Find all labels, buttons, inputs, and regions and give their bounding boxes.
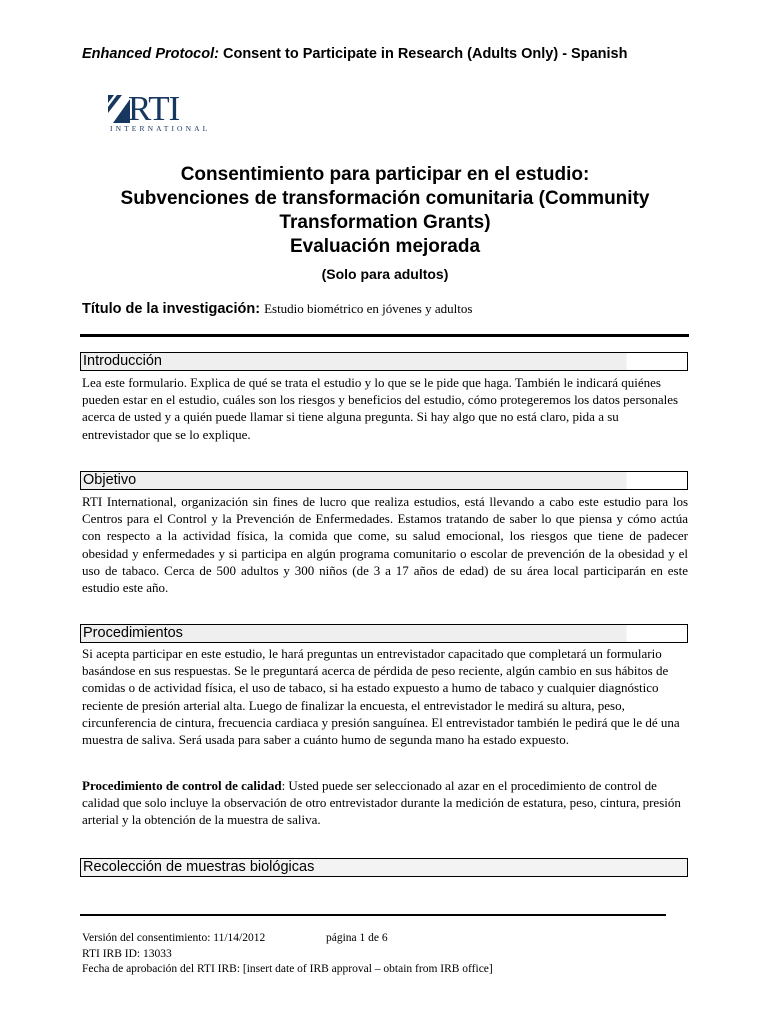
qc-label: Procedimiento de control de calidad (82, 778, 282, 793)
investigation-title (82, 300, 472, 318)
title-line-4: Evaluación mejorada (289, 236, 481, 257)
title-line-3: Transformation Grants) (279, 212, 491, 233)
section-heading-objective (80, 471, 688, 490)
document-header (82, 46, 627, 62)
section-heading-label: Objetivo (83, 472, 137, 488)
section-heading-samples (80, 858, 688, 877)
objective-paragraph: RTI International, organización sin fines de lucro que realiza estudios, está llevando a cabo este estudio para los Centros para el Control y la Prevención de Enfermedades. Estamos tratando de saber lo que piensa y cómo actúa con respecto a la actividad física, la comida que come, su salud emocional, los riesgos que tiene de padecer obesidad y enfermedades y si participa en algún programa comunitario o escolar de prevención de la obesidad y el uso de tabaco. Cerca de 500 adultos y 300 niños (de 3 a 17 años de edad) de su área local participarán en este estudio este año. (82, 494, 688, 596)
intro-paragraph: Lea este formulario. Explica de qué se trata el estudio y lo que se le pide que haga. También le indicará quiénes pueden estar en el estudio, cuáles son los riesgos y beneficios del estudio, cómo protegeremos los datos personales acerca de usted y a quién puede llamar si tiene alguna pregunta. Si hay algo que no está claro, pida a su entrevistador que se lo explique. (82, 375, 679, 442)
section-heading-label: Introducción (83, 353, 162, 369)
footer-approval-date: Fecha de aprobación del RTI IRB: [insert date of IRB approval – obtain from IRB office] (82, 963, 493, 975)
header-text: Consent to Participate in Research (Adults Only) - Spanish (218, 46, 628, 62)
rti-logo (108, 89, 211, 134)
footer-version: Versión del consentimiento: 11/14/2012 (82, 932, 266, 944)
document-subtitle: (Solo para adultos) (321, 266, 449, 282)
title-line-2: Subvenciones de transformación comunitaria (Community (120, 188, 650, 209)
header-italic: Enhanced Protocol: (82, 46, 219, 62)
footer-page-number: página 1 de 6 (326, 932, 388, 944)
qc-text: : Usted puede ser seleccionado al azar en el procedimiento de control de calidad que solo incluye la observación de otro entrevistador durante la medición de estatura, peso, cintura, presión arterial y la obtención de la muestra de saliva. (82, 778, 681, 828)
footer-irb-id: RTI IRB ID: 13033 (82, 948, 172, 960)
section-heading-label: Recolección de muestras biológicas (83, 859, 315, 875)
investigation-label: Título de la investigación: (82, 301, 261, 317)
divider (80, 334, 689, 337)
document-title (60, 163, 710, 259)
title-line-1: Consentimiento para participar en el estudio: (180, 164, 590, 185)
section-heading-procedures (80, 624, 688, 643)
rti-emblem-icon (108, 95, 130, 123)
footer-divider (80, 914, 666, 916)
logo-subtitle: INTERNATIONAL (110, 124, 211, 133)
logo-word: RTI (128, 89, 180, 128)
section-heading-intro (80, 352, 688, 371)
section-heading-label: Procedimientos (83, 625, 183, 641)
procedures-paragraph: Si acepta participar en este estudio, le hará preguntas un entrevistador capacitado que completará un formulario basándose en sus respuestas. Se le preguntará acerca de pérdida de peso reciente, algún cambio en sus hábitos de comidas o de actividad física, el uso de tabaco, si ha estado expuesto a humo de tabaco y cualquier diagnóstico reciente de presión arterial alta. Luego de finalizar la encuesta, el entrevistador le medirá su altura, peso, circunferencia de cintura, frecuencia cardiaca y presión sanguínea. El entrevistador también le pedirá que le dé una muestra de saliva. Será usada para saber a cuánto humo de segunda mano ha estado expuesto. (82, 646, 680, 748)
investigation-value: Estudio biométrico en jóvenes y adultos (264, 301, 473, 316)
quality-control-paragraph (82, 777, 688, 829)
